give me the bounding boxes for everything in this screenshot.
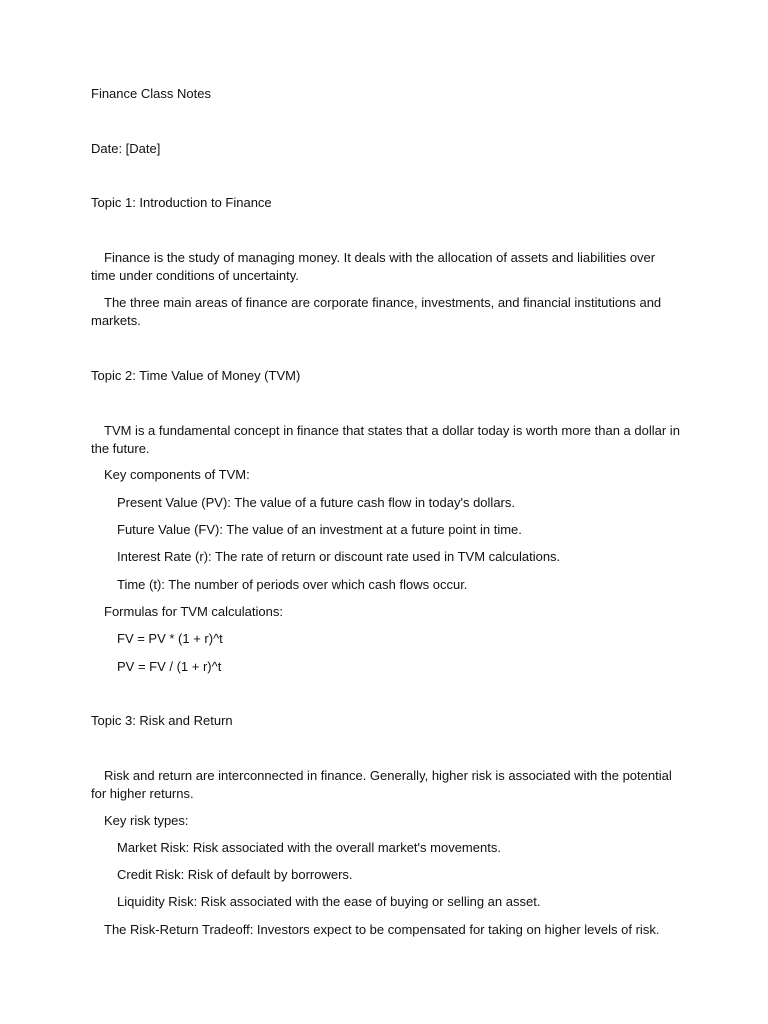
- topic3-paragraph-1: Risk and return are interconnected in finance. Generally, higher risk is associated with the potential for higher returns.: [91, 768, 672, 801]
- tvm-component-item: Future Value (FV): The value of an investment at a future point in time.: [117, 522, 522, 537]
- risk-types-label: Key risk types:: [104, 813, 189, 828]
- risk-return-tradeoff: The Risk-Return Tradeoff: Investors expect to be compensated for taking on higher levels of risk.: [104, 922, 660, 937]
- tvm-formula: FV = PV * (1 + r)^t: [117, 631, 223, 646]
- tvm-formula: PV = FV / (1 + r)^t: [117, 659, 222, 674]
- tvm-component-item: Present Value (PV): The value of a future cash flow in today's dollars.: [117, 495, 515, 510]
- risk-type-item: Market Risk: Risk associated with the overall market's movements.: [117, 840, 501, 855]
- risk-type-item: Credit Risk: Risk of default by borrowers.: [117, 867, 353, 882]
- topic2-paragraph-1: TVM is a fundamental concept in finance that states that a dollar today is worth more than a dollar in the future.: [91, 423, 680, 456]
- tvm-components-label: Key components of TVM:: [104, 467, 250, 482]
- tvm-formulas-label: Formulas for TVM calculations:: [104, 604, 283, 619]
- topic1-paragraph-1: Finance is the study of managing money. It deals with the allocation of assets and liabilities over time under conditions of uncertainty.: [91, 250, 656, 283]
- topic1-heading: Topic 1: Introduction to Finance: [91, 195, 272, 210]
- topic3-heading: Topic 3: Risk and Return: [91, 713, 233, 728]
- tvm-component-item: Interest Rate (r): The rate of return or discount rate used in TVM calculations.: [117, 549, 561, 564]
- document-title: Finance Class Notes: [91, 86, 211, 101]
- date-line: Date: [Date]: [91, 141, 161, 156]
- topic2-heading: Topic 2: Time Value of Money (TVM): [91, 368, 301, 383]
- topic1-paragraph-2: The three main areas of finance are corporate finance, investments, and financial institutions and markets.: [91, 295, 662, 328]
- tvm-component-item: Time (t): The number of periods over which cash flows occur.: [117, 577, 468, 592]
- risk-type-item: Liquidity Risk: Risk associated with the ease of buying or selling an asset.: [117, 894, 541, 909]
